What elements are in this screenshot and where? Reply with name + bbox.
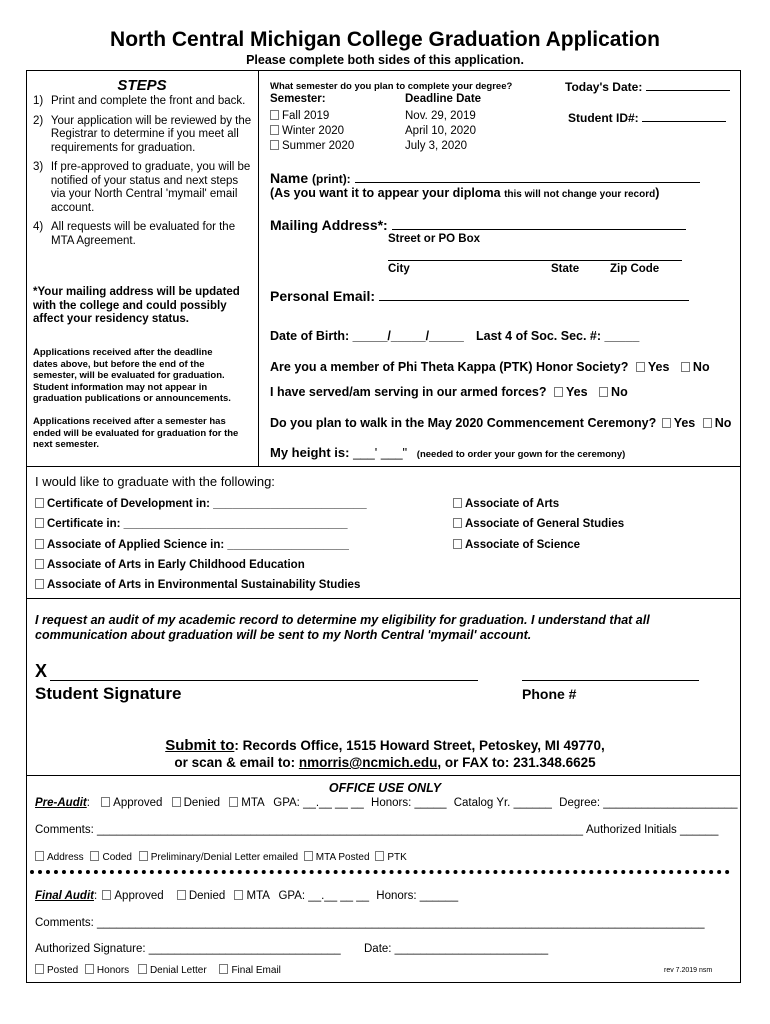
checkbox-icon[interactable] bbox=[599, 387, 608, 397]
checkbox-icon[interactable] bbox=[138, 964, 147, 974]
deadline-note: Applications received after the deadline dates above, but before the end of the semester, will be evaluated for graduation. Student information may not appear in graduation publications or announcements. bbox=[33, 347, 231, 404]
steps-heading: STEPS bbox=[117, 77, 167, 94]
submit-line-1 bbox=[0, 737, 770, 754]
checkbox-icon[interactable] bbox=[229, 797, 238, 807]
commencement-question bbox=[270, 416, 731, 430]
program-option[interactable] bbox=[453, 498, 559, 510]
program-option[interactable] bbox=[453, 518, 624, 530]
checkbox-icon[interactable] bbox=[139, 851, 148, 861]
column-divider bbox=[258, 70, 259, 466]
height-field[interactable] bbox=[270, 445, 625, 460]
program-label: Associate of General Studies bbox=[465, 518, 625, 530]
mailing-address-field[interactable] bbox=[270, 217, 686, 233]
city-line[interactable] bbox=[388, 260, 682, 261]
page-subtitle: Please complete both sides of this application. bbox=[246, 53, 524, 67]
yes-label: Yes bbox=[566, 385, 588, 399]
semester-option-fall[interactable] bbox=[270, 110, 329, 122]
checkbox-icon[interactable] bbox=[270, 110, 279, 120]
name-print-label: (print): bbox=[312, 172, 351, 186]
check-label: Address bbox=[47, 852, 84, 863]
list-item bbox=[33, 221, 253, 248]
signature-x-mark: X bbox=[35, 661, 48, 681]
height-label: My height is: bbox=[270, 445, 350, 460]
phone-label: Phone # bbox=[522, 686, 577, 702]
mailing-note: *Your mailing address will be updated with the college and could possibly affect your residency status. bbox=[33, 286, 240, 325]
city-label: City bbox=[388, 263, 410, 275]
list-item bbox=[33, 95, 253, 109]
check-label: MTA Posted bbox=[315, 852, 370, 863]
checkbox-icon[interactable] bbox=[453, 539, 462, 549]
no-label: No bbox=[714, 416, 732, 430]
gpa-field[interactable]: GPA: __.__ __ __ bbox=[278, 890, 370, 902]
signature-label: Student Signature bbox=[35, 684, 182, 703]
step-number: 3) bbox=[33, 161, 44, 173]
name-note bbox=[270, 186, 659, 200]
height-note: (needed to order your gown for the ceremony) bbox=[416, 449, 626, 460]
program-label: Associate of Arts in Early Childhood Education bbox=[47, 559, 305, 571]
final-checks-row bbox=[35, 964, 281, 976]
submit-label: Submit to bbox=[165, 737, 235, 754]
denied-label: Denied bbox=[188, 890, 226, 902]
list-item bbox=[33, 115, 253, 156]
step-text: Print and complete the front and back. bbox=[51, 95, 246, 107]
checkbox-icon[interactable] bbox=[662, 418, 671, 428]
step-number: 4) bbox=[33, 221, 44, 233]
final-audit-row: Final Audit: Approved Denied MTA GPA: __.__ __ __ Honors: ______ bbox=[35, 890, 459, 902]
step-number: 2) bbox=[33, 114, 44, 127]
late-note: Applications received after a semester has ended will be evaluated for graduation for the next semester. bbox=[33, 416, 239, 450]
step-text: All requests will be evaluated for the MTA Agreement. bbox=[51, 221, 236, 247]
student-id-field[interactable] bbox=[568, 110, 726, 125]
submit-fax: , or FAX to: 231.348.6625 bbox=[437, 755, 596, 770]
state-label: State bbox=[551, 263, 580, 275]
check-label: Final Email bbox=[231, 965, 281, 976]
phone-line[interactable] bbox=[522, 680, 699, 681]
deadline-header: Deadline Date bbox=[405, 93, 482, 105]
checkbox-icon[interactable] bbox=[35, 964, 44, 974]
section-divider bbox=[26, 598, 741, 599]
final-audit-label: Final Audit bbox=[35, 890, 94, 902]
yes-label: Yes bbox=[647, 360, 670, 374]
checkbox-icon[interactable] bbox=[35, 851, 44, 861]
program-option[interactable] bbox=[35, 518, 348, 530]
submit-email-prefix: or scan & email to: bbox=[174, 755, 299, 770]
check-label: Honors bbox=[96, 965, 130, 976]
ssn-field[interactable]: Last 4 of Soc. Sec. #: _____ bbox=[476, 329, 640, 343]
program-label: Associate of Arts bbox=[465, 498, 560, 510]
programs-heading: I would like to graduate with the following: bbox=[35, 474, 275, 489]
program-option[interactable] bbox=[35, 498, 367, 510]
checkbox-icon[interactable] bbox=[102, 890, 111, 900]
checkbox-icon[interactable] bbox=[35, 539, 44, 549]
signature-line[interactable] bbox=[50, 680, 478, 681]
height-blanks: ___' ___" bbox=[353, 445, 408, 460]
yes-label: Yes bbox=[673, 416, 696, 430]
program-label: Associate of Applied Science in: ___________________ bbox=[47, 539, 349, 551]
revision-note: rev 7.2019 nsm bbox=[664, 967, 713, 974]
step-text: Your application will be reviewed by the Registrar to determine if you meet all requirements for graduation. bbox=[50, 114, 252, 154]
checkbox-icon[interactable] bbox=[101, 797, 110, 807]
semester-header: Semester: bbox=[270, 93, 326, 105]
checkbox-icon[interactable] bbox=[219, 964, 228, 974]
check-label: Preliminary/Denial Letter emailed bbox=[150, 852, 299, 863]
processing-checks-row bbox=[35, 851, 407, 863]
submit-email-link[interactable]: nmorris@ncmich.edu bbox=[298, 755, 438, 770]
checkbox-icon[interactable] bbox=[453, 518, 462, 528]
name-note-small: this will not change your record bbox=[504, 189, 656, 200]
todays-date-label: Today's Date: bbox=[565, 80, 643, 94]
semester-label: Fall 2019 bbox=[282, 110, 330, 122]
name-note-text: (As you want it to appear your diploma bbox=[270, 186, 501, 200]
zip-label: Zip Code bbox=[610, 263, 660, 275]
program-option[interactable] bbox=[35, 579, 360, 591]
pre-audit-label: Pre-Audit bbox=[35, 797, 87, 809]
catalog-year-field[interactable]: Catalog Yr. ______ bbox=[453, 797, 552, 809]
check-label: PTK bbox=[387, 852, 407, 863]
steps-list bbox=[33, 95, 253, 248]
section-divider bbox=[26, 775, 741, 776]
program-label: Associate of Arts in Environmental Sustainability Studies bbox=[47, 579, 361, 591]
dotted-separator bbox=[30, 870, 730, 874]
honors-field[interactable]: Honors: ______ bbox=[376, 890, 459, 902]
approved-label: Approved bbox=[114, 890, 164, 902]
mailing-label: Mailing Address*: bbox=[270, 217, 388, 233]
military-question bbox=[270, 385, 628, 399]
pre-audit-row: Pre-Audit: Approved Denied MTA GPA: __.__ __ __ Honors: _____ Catalog Yr. ______ Degree: _____________________ bbox=[35, 797, 738, 809]
semester-question: What semester do you plan to complete your degree? bbox=[270, 81, 513, 92]
date-field[interactable]: Date: ________________________ bbox=[364, 943, 549, 955]
checkbox-icon[interactable] bbox=[554, 387, 563, 397]
name-note-close: ) bbox=[655, 186, 660, 200]
student-id-label: Student ID#: bbox=[568, 111, 639, 125]
semester-label: Winter 2020 bbox=[282, 125, 345, 137]
list-item bbox=[33, 161, 253, 215]
authorized-initials-field[interactable]: Authorized Initials ______ bbox=[586, 824, 719, 836]
checkbox-icon[interactable] bbox=[636, 362, 645, 372]
step-text: If pre-approved to graduate, you will be notified of your status and next steps via your North Central 'mymail' email account. bbox=[50, 161, 251, 214]
street-label: Street or PO Box bbox=[388, 233, 481, 245]
program-option[interactable] bbox=[35, 539, 349, 551]
semester-option-winter[interactable] bbox=[270, 125, 344, 137]
name-field[interactable] bbox=[270, 170, 700, 186]
denied-label: Denied bbox=[183, 797, 221, 809]
program-option[interactable] bbox=[453, 539, 580, 551]
checkbox-icon[interactable] bbox=[35, 579, 44, 589]
no-label: No bbox=[611, 385, 628, 399]
check-label: Denial Letter bbox=[149, 965, 207, 976]
program-label: Certificate of Development in: ________________________ bbox=[47, 498, 367, 510]
deadline-value: Nov. 29, 2019 bbox=[405, 110, 476, 122]
checkbox-icon[interactable] bbox=[304, 851, 313, 861]
checkbox-icon[interactable] bbox=[375, 851, 384, 861]
name-label: Name bbox=[270, 170, 309, 186]
checkbox-icon[interactable] bbox=[85, 964, 94, 974]
check-label: Coded bbox=[102, 852, 132, 863]
final-comments-field[interactable]: Comments: _______________________________________________________________________________________________ bbox=[35, 917, 705, 929]
checkbox-icon[interactable] bbox=[90, 851, 99, 861]
ptk-question bbox=[270, 360, 710, 374]
checkbox-icon[interactable] bbox=[270, 140, 279, 150]
checkbox-icon[interactable] bbox=[35, 518, 44, 528]
mta-label: MTA bbox=[241, 797, 265, 809]
ptk-question-text: Are you a member of Phi Theta Kappa (PTK) Honor Society? bbox=[270, 360, 629, 374]
audit-request-statement: I request an audit of my academic record to determine my eligibility for graduation. I understand that all communication about graduation will be sent to my North Central 'mymail' account. bbox=[35, 613, 650, 642]
program-option[interactable] bbox=[35, 559, 305, 571]
comments-field[interactable]: Comments: ____________________________________________________________________________ bbox=[35, 824, 584, 836]
program-label: Certificate in: ___________________________________ bbox=[47, 518, 348, 530]
mta-label: MTA bbox=[246, 890, 270, 902]
checkbox-icon[interactable] bbox=[234, 890, 243, 900]
semester-option-summer[interactable] bbox=[270, 140, 354, 152]
section-divider bbox=[26, 466, 741, 467]
checkbox-icon[interactable] bbox=[172, 797, 181, 807]
submit-address: : Records Office, 1515 Howard Street, Petoskey, MI 49770, bbox=[234, 738, 605, 753]
step-number: 1) bbox=[33, 95, 44, 107]
degree-field[interactable]: Degree: _____________________ bbox=[559, 797, 738, 809]
no-label: No bbox=[692, 360, 710, 374]
checkbox-icon[interactable] bbox=[681, 362, 690, 372]
program-label: Associate of Science bbox=[465, 539, 581, 551]
deadline-value: April 10, 2020 bbox=[405, 125, 476, 137]
checkbox-icon[interactable] bbox=[177, 890, 186, 900]
semester-label: Summer 2020 bbox=[282, 140, 355, 152]
todays-date-field[interactable] bbox=[565, 79, 730, 94]
honors-field[interactable]: Honors: _____ bbox=[371, 797, 447, 809]
page-title: North Central Michigan College Graduation Application bbox=[110, 28, 660, 51]
checkbox-icon[interactable] bbox=[703, 418, 712, 428]
email-label: Personal Email: bbox=[270, 288, 376, 304]
checkbox-icon[interactable] bbox=[270, 125, 279, 135]
authorized-signature-field[interactable]: Authorized Signature: ______________________________ bbox=[35, 943, 341, 955]
dob-field[interactable]: Date of Birth: _____/_____/_____ bbox=[270, 329, 464, 343]
commencement-question-text: Do you plan to walk in the May 2020 Commencement Ceremony? bbox=[270, 416, 657, 430]
personal-email-field[interactable] bbox=[270, 288, 689, 304]
checkbox-icon[interactable] bbox=[35, 498, 44, 508]
deadline-value: July 3, 2020 bbox=[405, 140, 468, 152]
military-question-text: I have served/am serving in our armed forces? bbox=[270, 385, 547, 399]
check-label: Posted bbox=[47, 965, 79, 976]
checkbox-icon[interactable] bbox=[35, 559, 44, 569]
office-use-heading: OFFICE USE ONLY bbox=[328, 781, 442, 795]
gpa-field[interactable]: GPA: __.__ __ __ bbox=[273, 797, 364, 809]
approved-label: Approved bbox=[113, 797, 163, 809]
submit-line-2 bbox=[0, 755, 770, 770]
checkbox-icon[interactable] bbox=[453, 498, 462, 508]
